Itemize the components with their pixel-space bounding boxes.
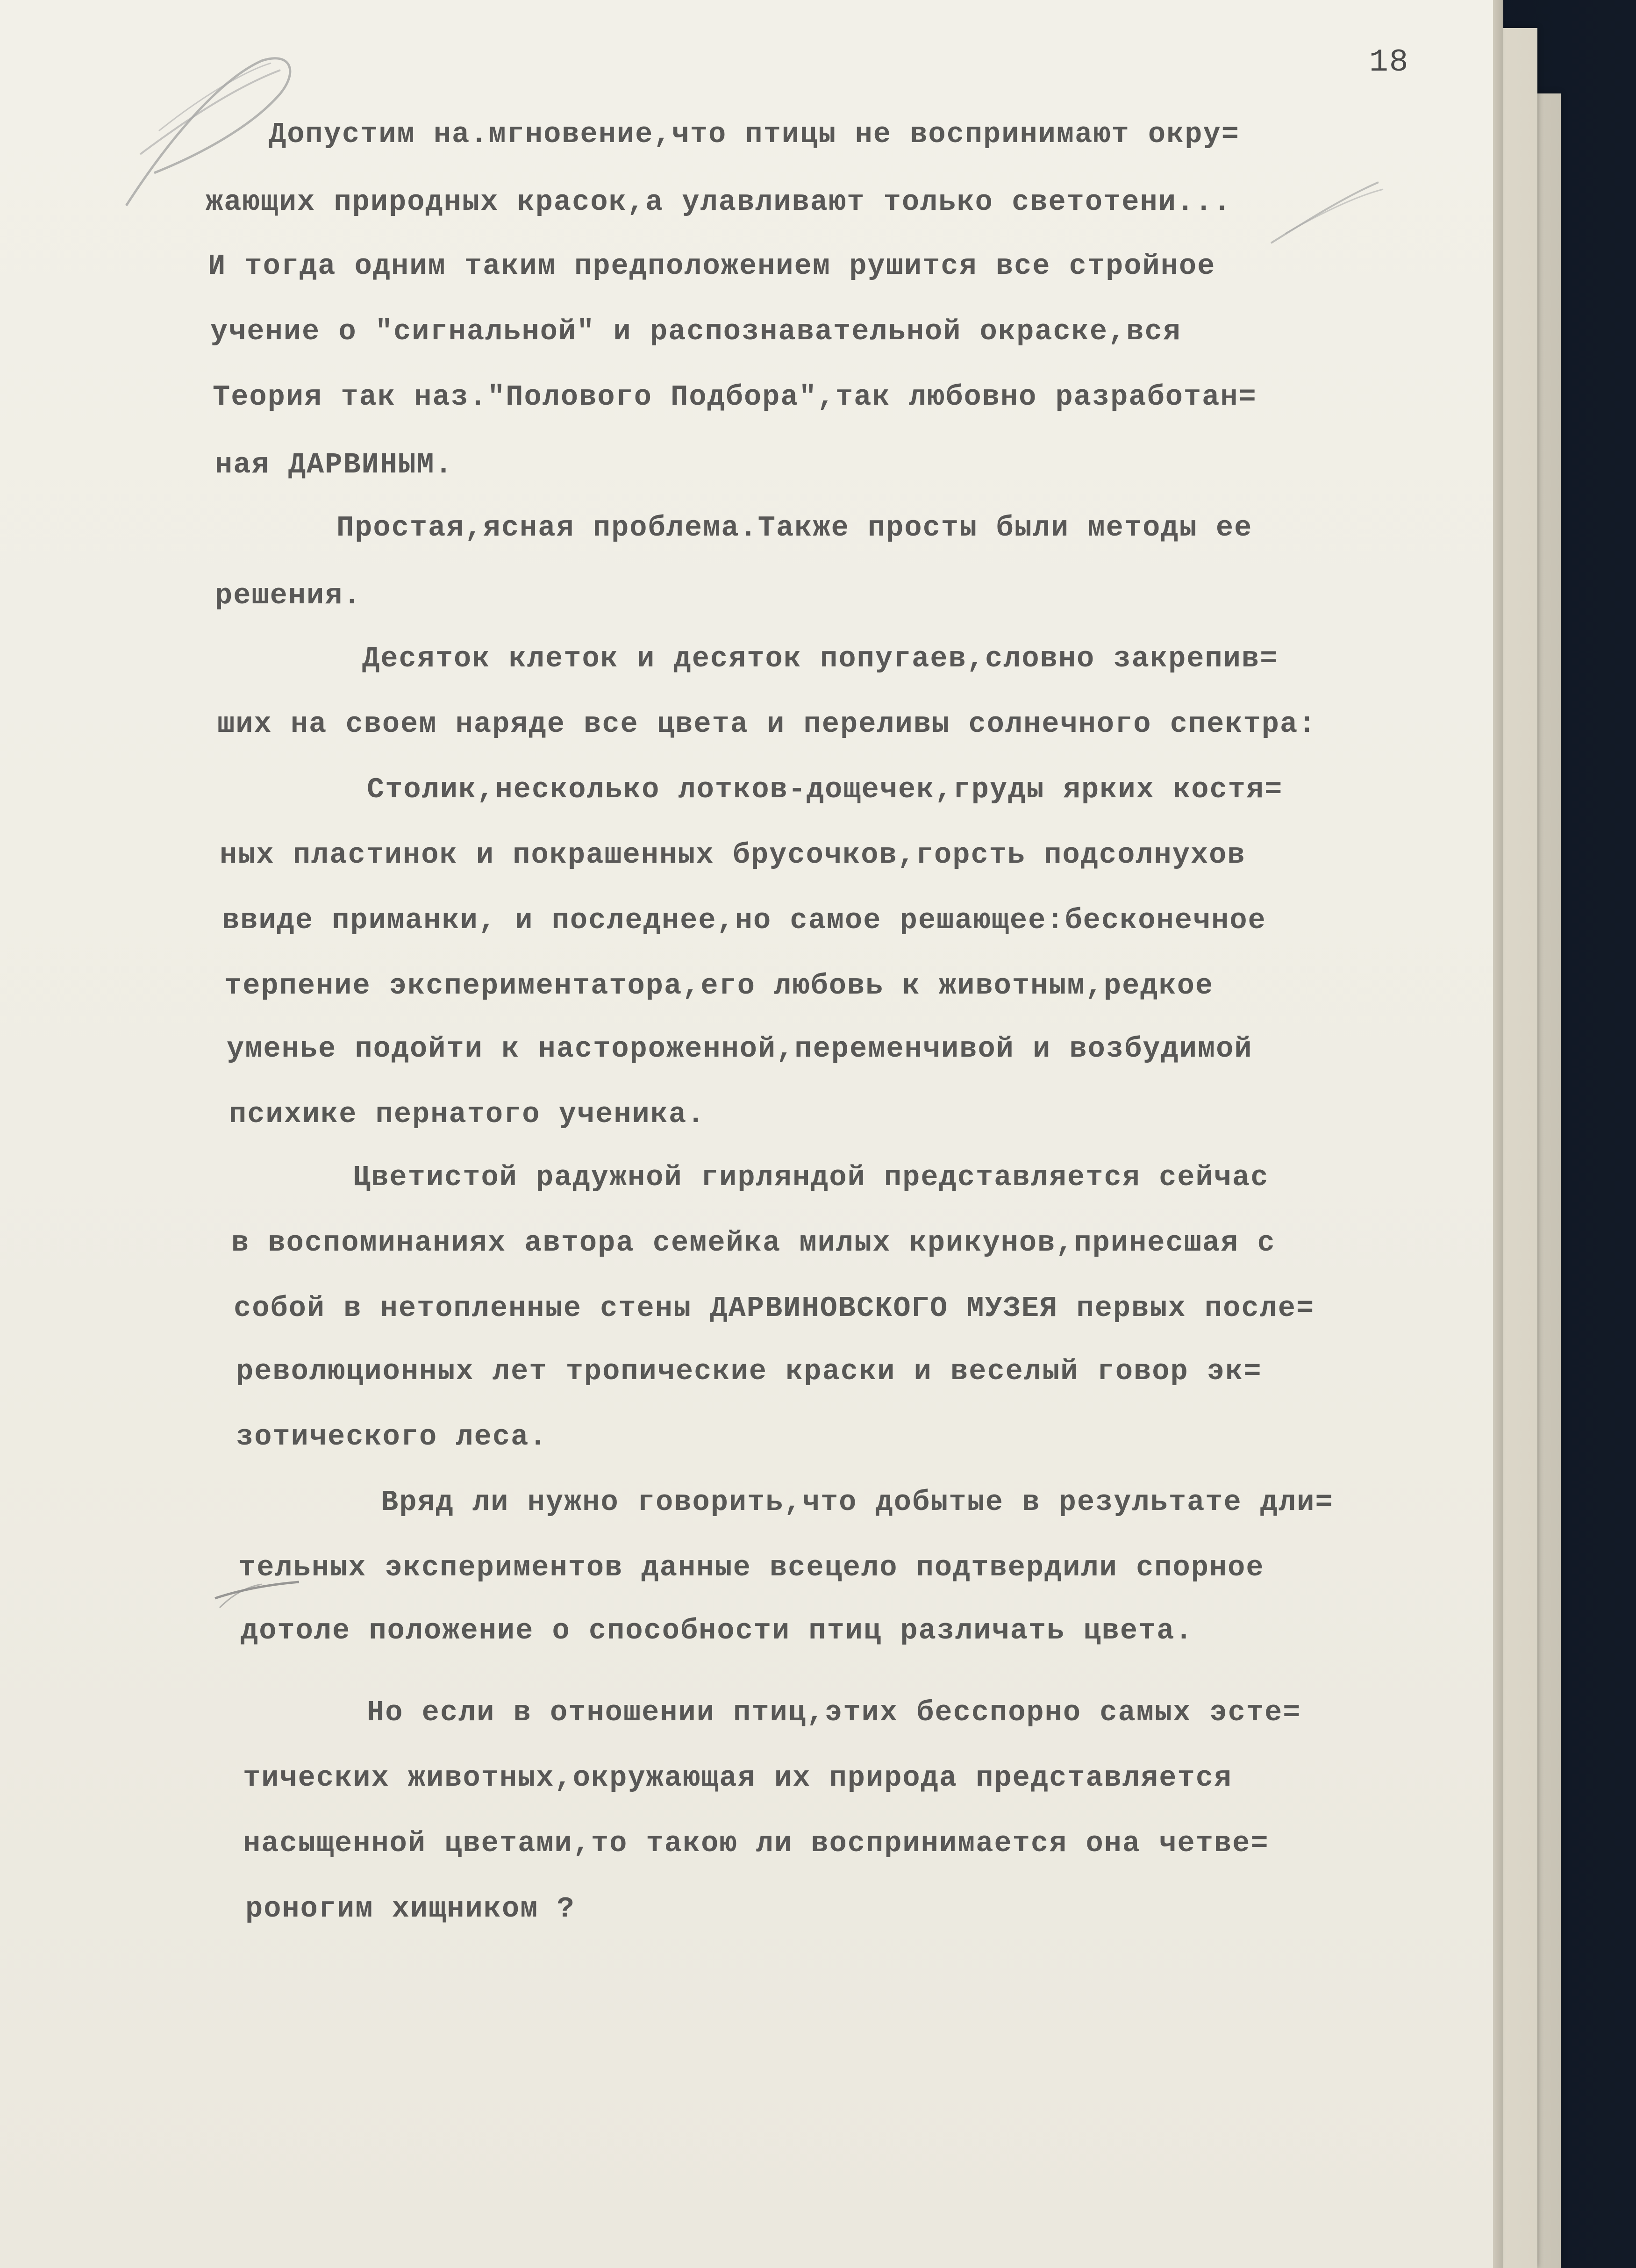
- text-line: Теория так наз."Полового Подбора",так любовно разработан=: [213, 380, 1257, 414]
- text-line: психике пернатого ученика.: [229, 1098, 706, 1131]
- text-line: ших на своем наряде все цвета и переливы солнечного спектра:: [217, 708, 1317, 741]
- page-edge: [1493, 0, 1503, 2268]
- text-line: решения.: [215, 579, 362, 612]
- text-line: Десяток клеток и десяток попугаев,словно закрепив=: [362, 642, 1279, 675]
- text-line: дотоле положение о способности птиц различать цвета.: [241, 1614, 1193, 1647]
- text-line: насыщенной цветами,то такою ли воспринимается она четве=: [243, 1827, 1269, 1860]
- text-line: Столик,несколько лотков-дощечек,груды ярких костя=: [367, 773, 1283, 806]
- text-line: ная ДАРВИНЫМ.: [215, 448, 453, 481]
- text-line: зотического леса.: [236, 1420, 548, 1453]
- text-line: учение о "сигнальной" и распознавательной окраске,вся: [210, 315, 1181, 348]
- text-line: уменье подойти к настороженной,переменчивой и возбудимой: [227, 1032, 1253, 1066]
- text-line: жающих природных красок,а улавливают только светотени...: [206, 186, 1232, 219]
- text-line: революционных лет тропические краски и веселый говор эк=: [236, 1355, 1262, 1388]
- text-line: Цветистой радужной гирляндой представляется сейчас: [353, 1161, 1269, 1194]
- text-line: терпение экспериментатора,его любовь к животным,редкое: [224, 969, 1214, 1002]
- text-line: Но если в отношении птиц,этих бесспорно самых эсте=: [367, 1696, 1301, 1729]
- text-line: ввиде приманки, и последнее,но самое решающее:бесконечное: [222, 904, 1266, 937]
- text-line: Вряд ли нужно говорить,что добытые в результате дли=: [381, 1486, 1334, 1519]
- text-line: собой в нетопленные стены ДАРВИНОВСКОГО МУЗЕЯ первых после=: [234, 1292, 1315, 1325]
- text-line: Простая,ясная проблема.Также просты были методы ее: [336, 511, 1253, 544]
- text-line: роногим хищником ?: [245, 1892, 575, 1925]
- text-line: тельных экспериментов данные всецело подтвердили спорное: [238, 1551, 1265, 1584]
- text-line: И тогда одним таким предположением рушится все стройное: [208, 250, 1216, 283]
- text-line: в воспоминаниях автора семейка милых крикунов,принесшая с: [231, 1226, 1276, 1259]
- text-line: тических животных,окружающая их природа представляется: [243, 1761, 1233, 1795]
- text-line: ных пластинок и покрашенных брусочков,горсть подсолнухов: [220, 838, 1246, 872]
- text-line: Допустим на.мгновение,что птицы не воспринимают окру=: [269, 118, 1240, 151]
- page-number: 18: [1369, 44, 1409, 80]
